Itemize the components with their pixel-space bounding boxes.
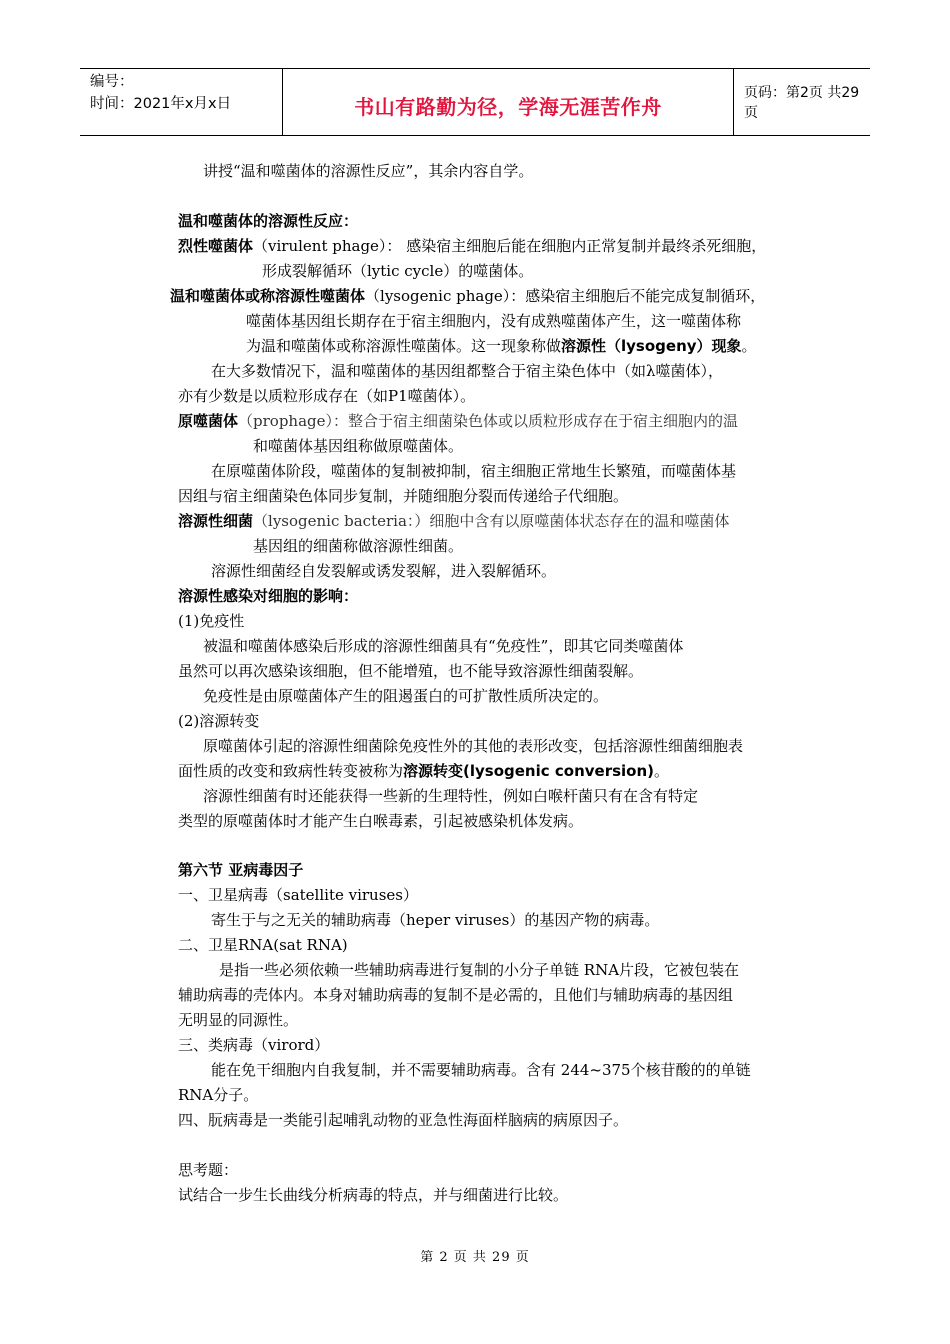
section-heading-lysogeny: 温和噬菌体的溶源性反应：: [178, 212, 359, 230]
term-prophage: 原噬菌体: [178, 412, 239, 430]
def-temperate-phage: [170, 286, 765, 306]
paragraph-line: RNA分子。: [178, 1086, 259, 1104]
def-lysogenic-bacteria-text: （lysogenic bacteria：）细胞中含有以原噬菌体状态存在的温和噬菌体: [253, 512, 730, 530]
paragraph-line: 被温和噬菌体感染后形成的溶源性细菌具有“免疫性”，即其它同类噬菌体: [203, 637, 684, 655]
paragraph-line: 在原噬菌体阶段，噬菌体的复制被抑制，宿主细胞正常地生长繁殖，而噬菌体基: [211, 462, 737, 480]
page-header: [80, 68, 870, 136]
def-prophage-cont: 和噬菌体基因组称做原噬菌体。: [253, 437, 464, 455]
paragraph-line: 免疫性是由原噬菌体产生的阻遏蛋白的可扩散性质所决定的。: [203, 687, 609, 705]
lysogeny-sentence-end: 。: [741, 337, 757, 355]
questions-heading: 思考题：: [178, 1161, 239, 1179]
term-lysogenic-bacteria: 溶源性细菌: [178, 512, 254, 530]
paragraph-line: 因组与宿主细菌染色体同步复制，并随细胞分裂而传递给子代细胞。: [178, 487, 629, 505]
paragraph-line: 亦有少数是以质粒形成存在（如P1噬菌体）。: [178, 387, 476, 405]
motto-text: 书山有路勤为径，学海无涯苦作舟: [354, 95, 662, 119]
paragraph-line: 溶源性细菌经自发裂解或诱发裂解，进入裂解循环。: [211, 562, 557, 580]
def-virulent-phage-cont: 形成裂解循环（lytic cycle）的噬菌体。: [262, 262, 534, 280]
paragraph-line: 是指一些必须依赖一些辅助病毒进行复制的小分子单链 RNA片段，它被包装在: [219, 961, 740, 979]
paragraph-line: 无明显的同源性。: [178, 1011, 299, 1029]
paragraph-line: 原噬菌体引起的溶源性细菌除免疫性外的其他的表形改变，包括溶源性细菌细胞表: [203, 737, 744, 755]
section-heading-subviral: 第六节 亚病毒因子: [178, 861, 304, 879]
page-footer: 第 2 页 共 29 页: [420, 1250, 530, 1265]
lysogeny-sentence-text: 为温和噬菌体或称溶源性噬菌体。这一现象称做: [246, 337, 562, 355]
paragraph-line: 虽然可以再次感染该细胞，但不能增殖，也不能导致溶源性细菌裂解。: [178, 662, 644, 680]
def-temperate-phage-text: （lysogenic phage）：感染宿主细胞后不能完成复制循环，: [365, 287, 766, 305]
item-satellite-virus: 一、卫星病毒（satellite viruses）: [178, 886, 418, 904]
def-prophage-text: （prophage）：整合于宿主细菌染色体或以质粒形成存在于宿主细胞内的温: [238, 412, 739, 430]
subheading-conversion: (2)溶源转变: [178, 712, 260, 730]
intro-line: 讲授“温和噬菌体的溶源性反应”，其余内容自学。: [203, 162, 534, 180]
header-motto-cell: [282, 69, 734, 135]
paragraph-line: 辅助病毒的壳体内。本身对辅助病毒的复制不是必需的，且他们与辅助病毒的基因组: [178, 986, 734, 1004]
item-satellite-rna: 二、卫星RNA(sat RNA): [178, 936, 348, 954]
def-lysogenic-bacteria-cont: 基因组的细菌称做溶源性细菌。: [253, 537, 464, 555]
paragraph-line: 溶源性细菌有时还能获得一些新的生理特性，例如白喉杆菌只有在含有特定: [203, 787, 699, 805]
def-lysogenic-bacteria: [178, 511, 729, 531]
paragraph-line: [178, 761, 669, 781]
time-label: 时间：2021年x月x日: [90, 96, 232, 112]
term-lysogenic-conversion: 溶源转变(lysogenic conversion): [403, 762, 655, 780]
term-virulent-phage: 烈性噬菌体: [178, 237, 254, 255]
def-virulent-phage-text: （virulent phage）： 感染宿主细胞后能在细胞内正常复制并最终杀死细胞，: [253, 237, 767, 255]
paragraph-line: 能在免干细胞内自我复制，并不需要辅助病毒。含有 244~375个核苷酸的的单链: [211, 1061, 751, 1079]
subheading-immunity: (1)免疫性: [178, 612, 245, 630]
term-temperate-phage: 温和噬菌体或称溶源性噬菌体: [170, 287, 366, 305]
def-temperate-phage-cont2: [246, 336, 757, 356]
item-viroid: 三、类病毒（virord）: [178, 1036, 330, 1054]
question-line: 试结合一步生长曲线分析病毒的特点，并与细菌进行比较。: [178, 1186, 569, 1204]
item-prion: 四、朊病毒是一类能引起哺乳动物的亚急性海面样脑病的病原因子。: [178, 1111, 629, 1129]
page-info-text: 页码：第2页 共29页: [744, 85, 860, 121]
header-page-info: [734, 69, 870, 135]
def-temperate-phage-cont1: 噬菌体基因组长期存在于宿主细胞内，没有成熟噬菌体产生，这一噬菌体称: [246, 312, 742, 330]
term-lysogeny: 溶源性（lysogeny）现象: [561, 337, 742, 355]
conversion-sentence-text: 面性质的改变和致病性转变被称为: [178, 762, 404, 780]
header-meta: [80, 69, 282, 135]
serial-label: 编号：: [90, 74, 134, 90]
def-prophage: [178, 411, 738, 431]
def-virulent-phage: [178, 236, 766, 256]
paragraph-line: 在大多数情况下，温和噬菌体的基因组都整合于宿主染色体中（如λ噬菌体），: [211, 362, 724, 380]
paragraph-line: 类型的原噬菌体时才能产生白喉毒素，引起被感染机体发病。: [178, 812, 584, 830]
paragraph-line: 寄生于与之无关的辅助病毒（heper viruses）的基因产物的病毒。: [211, 911, 660, 929]
conversion-sentence-end: 。: [654, 762, 670, 780]
section-heading-effects: 溶源性感染对细胞的影响：: [178, 587, 359, 605]
